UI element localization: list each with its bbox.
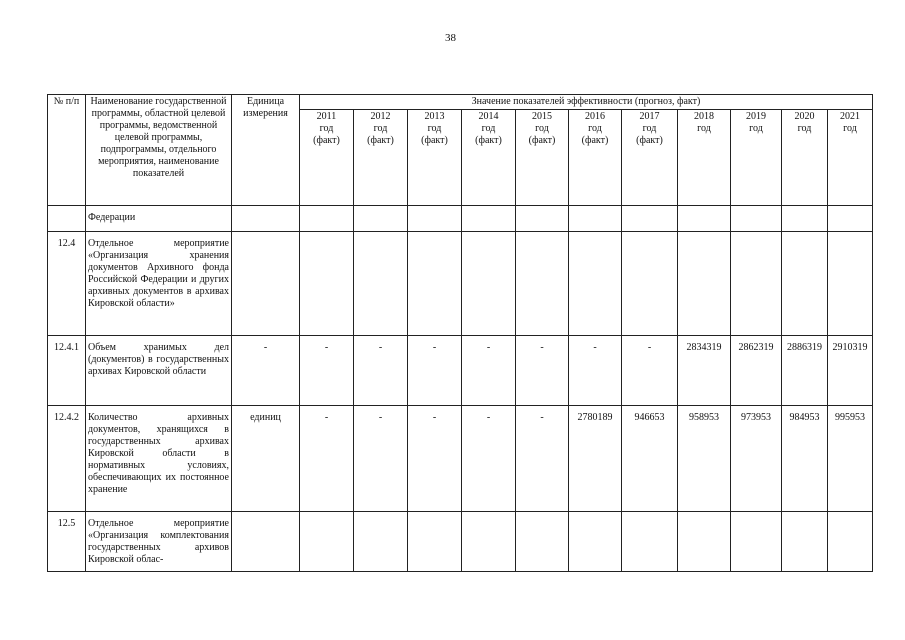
row-value bbox=[731, 512, 782, 572]
row-value bbox=[678, 206, 731, 232]
row-value: - bbox=[300, 336, 354, 406]
header-year: 2016 год (факт) bbox=[569, 110, 622, 206]
header-year: 2019 год bbox=[731, 110, 782, 206]
row-value bbox=[300, 206, 354, 232]
row-value: - bbox=[300, 406, 354, 512]
row-unit: - bbox=[232, 336, 300, 406]
row-unit bbox=[232, 232, 300, 336]
row-number bbox=[48, 206, 86, 232]
row-value bbox=[462, 232, 516, 336]
row-value: 946653 bbox=[622, 406, 678, 512]
row-value bbox=[569, 206, 622, 232]
row-value bbox=[622, 232, 678, 336]
row-value bbox=[516, 206, 569, 232]
table-row bbox=[48, 232, 873, 336]
header-no: № п/п bbox=[48, 95, 86, 206]
table-row bbox=[48, 406, 873, 512]
row-unit bbox=[232, 206, 300, 232]
row-value: 2910319 bbox=[828, 336, 873, 406]
row-value bbox=[462, 206, 516, 232]
header-name: Наименование государственной программы, областной целевой программы, ведомственной целевой программы, подпрограммы, отдельного мероприятия, наименование показателей bbox=[86, 95, 232, 206]
row-value bbox=[462, 512, 516, 572]
row-value: 2862319 bbox=[731, 336, 782, 406]
row-value: 995953 bbox=[828, 406, 873, 512]
row-value: 2780189 bbox=[569, 406, 622, 512]
row-value bbox=[828, 206, 873, 232]
row-value bbox=[731, 206, 782, 232]
row-value: - bbox=[622, 336, 678, 406]
row-value bbox=[782, 206, 828, 232]
header-year: 2015 год (факт) bbox=[516, 110, 569, 206]
table-row bbox=[48, 512, 873, 572]
row-value: - bbox=[354, 336, 408, 406]
row-value bbox=[516, 512, 569, 572]
row-name: Отдельное мероприятие «Организация комплектования государственных архивов Кировской облас- bbox=[86, 512, 232, 572]
header-year: 2018 год bbox=[678, 110, 731, 206]
row-value bbox=[678, 232, 731, 336]
row-value bbox=[569, 512, 622, 572]
row-value: - bbox=[516, 336, 569, 406]
row-value bbox=[828, 512, 873, 572]
row-number: 12.4.1 bbox=[48, 336, 86, 406]
row-unit: единиц bbox=[232, 406, 300, 512]
row-value: 958953 bbox=[678, 406, 731, 512]
row-name: Федерации bbox=[86, 206, 232, 232]
row-value bbox=[622, 206, 678, 232]
row-value: 2886319 bbox=[782, 336, 828, 406]
table-row bbox=[48, 206, 873, 232]
row-value: - bbox=[408, 336, 462, 406]
row-value bbox=[622, 512, 678, 572]
row-number: 12.5 bbox=[48, 512, 86, 572]
row-name: Количество архивных документов, хранящихся в государственных архивах Кировской области в нормативных условиях, обеспечивающих их постоянное хранение bbox=[86, 406, 232, 512]
page-number: 38 bbox=[445, 32, 456, 44]
row-name: Отдельное мероприятие «Организация хранения документов Архивного фонда Российской Федерации и других архивных документов в архивах Кировской области» bbox=[86, 232, 232, 336]
row-value: - bbox=[462, 336, 516, 406]
row-value bbox=[354, 512, 408, 572]
header-year: 2011 год (факт) bbox=[300, 110, 354, 206]
row-value bbox=[408, 512, 462, 572]
row-value bbox=[569, 232, 622, 336]
row-value bbox=[782, 512, 828, 572]
row-value bbox=[300, 232, 354, 336]
row-value bbox=[828, 232, 873, 336]
row-value: - bbox=[462, 406, 516, 512]
header-year: 2014 год (факт) bbox=[462, 110, 516, 206]
row-value: - bbox=[354, 406, 408, 512]
row-value: 973953 bbox=[731, 406, 782, 512]
row-number: 12.4.2 bbox=[48, 406, 86, 512]
table-header-row-1 bbox=[48, 95, 873, 110]
row-value: 984953 bbox=[782, 406, 828, 512]
header-values-group: Значение показателей эффективности (прогноз, факт) bbox=[300, 95, 873, 110]
header-unit: Единица измерения bbox=[232, 95, 300, 206]
header-year: 2017 год (факт) bbox=[622, 110, 678, 206]
row-value bbox=[731, 232, 782, 336]
row-value bbox=[354, 206, 408, 232]
row-value: - bbox=[516, 406, 569, 512]
row-value bbox=[300, 512, 354, 572]
row-value bbox=[354, 232, 408, 336]
row-value bbox=[516, 232, 569, 336]
row-value bbox=[408, 206, 462, 232]
row-value: - bbox=[408, 406, 462, 512]
row-name: Объем хранимых дел (документов) в государственных архивах Кировской области bbox=[86, 336, 232, 406]
table-row bbox=[48, 336, 873, 406]
row-value bbox=[408, 232, 462, 336]
row-value: - bbox=[569, 336, 622, 406]
header-year: 2020 год bbox=[782, 110, 828, 206]
row-unit bbox=[232, 512, 300, 572]
header-year: 2021 год bbox=[828, 110, 873, 206]
header-year: 2013 год (факт) bbox=[408, 110, 462, 206]
row-value bbox=[782, 232, 828, 336]
row-value: 2834319 bbox=[678, 336, 731, 406]
indicators-table bbox=[47, 94, 873, 572]
row-number: 12.4 bbox=[48, 232, 86, 336]
row-value bbox=[678, 512, 731, 572]
header-year: 2012 год (факт) bbox=[354, 110, 408, 206]
